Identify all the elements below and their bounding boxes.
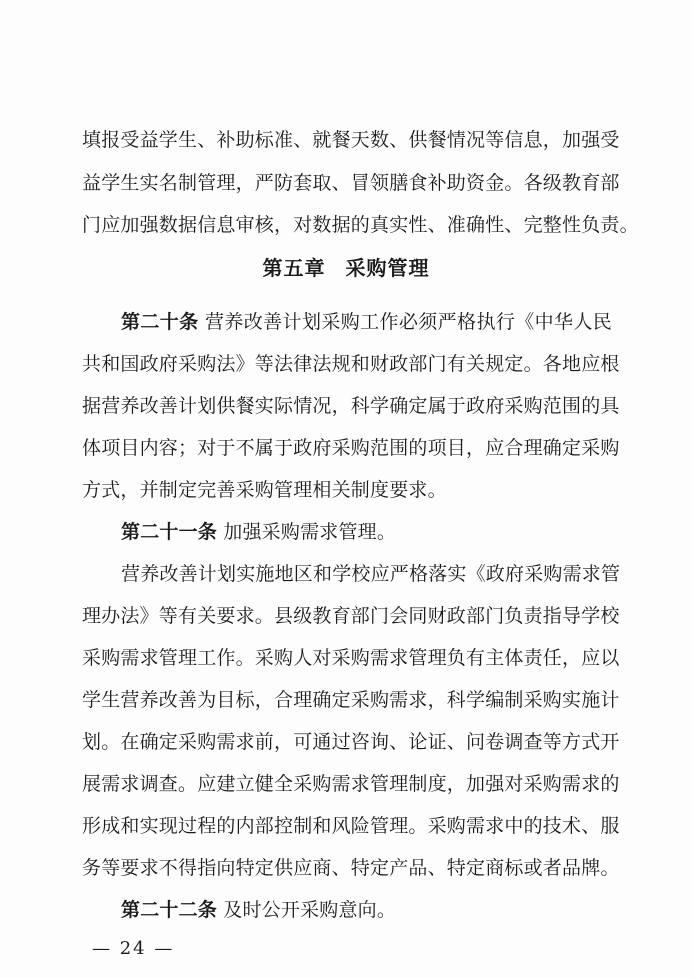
chapter-number: 第五章 xyxy=(262,256,326,280)
text-line: 营养改善计划实施地区和学校应严格落实《政府采购需求管 xyxy=(121,563,621,585)
text-line: 益学生实名制管理，严防套取、冒领膳食补助资金。各级教育部 xyxy=(82,172,620,194)
article-22-line xyxy=(121,890,612,930)
text-line: 采购需求管理工作。采购人对采购需求管理负有主体责任，应以 xyxy=(82,647,620,669)
article-20-first-line xyxy=(121,302,612,342)
text-line: 形成和实现过程的内部控制和风险管理。采购需求中的技术、服 xyxy=(82,815,620,837)
text-line: 务等要求不得指向特定供应商、特定产品、特定商标或者品牌。 xyxy=(82,857,620,879)
text-line: 共和国政府采购法》等法律法规和财政部门有关规定。各地应根 xyxy=(82,353,620,375)
text-line: 学生营养改善为目标，合理确定采购需求，科学编制采购实施计 xyxy=(82,689,620,711)
text-line: 方式，并制定完善采购管理相关制度要求。 xyxy=(82,479,447,501)
text-line: 门应加强数据信息审核，对数据的真实性、准确性、完整性负责。 xyxy=(82,214,639,236)
chapter-heading xyxy=(0,248,692,288)
text-line: 体项目内容；对于不属于政府采购范围的项目，应合理确定采购 xyxy=(82,437,620,459)
text-line: 据营养改善计划供餐实际情况，科学确定属于政府采购范围的具 xyxy=(82,395,620,417)
text-line: 展需求调查。应建立健全采购需求管理制度，加强对采购需求的 xyxy=(82,773,620,795)
text-line: 划。在确定采购需求前，可通过咨询、论证、问卷调查等方式开 xyxy=(82,731,620,753)
article-text: 加强采购需求管理。 xyxy=(223,521,397,543)
article-text: 及时公开采购意向。 xyxy=(223,899,397,921)
text-line: 填报受益学生、补助标准、就餐天数、供餐情况等信息，加强受 xyxy=(82,129,620,151)
chapter-title: 采购管理 xyxy=(345,256,430,280)
article-21-line xyxy=(121,512,612,552)
page-number: — 24 — xyxy=(92,938,175,959)
article-text: 营养改善计划采购工作必须严格执行《中华人民 xyxy=(205,311,612,333)
article-number: 第二十一条 xyxy=(121,521,218,543)
article-number: 第二十二条 xyxy=(121,899,218,921)
text-line: 理办法》等有关要求。县级教育部门会同财政部门负责指导学校 xyxy=(82,605,620,627)
article-number: 第二十条 xyxy=(121,311,199,333)
